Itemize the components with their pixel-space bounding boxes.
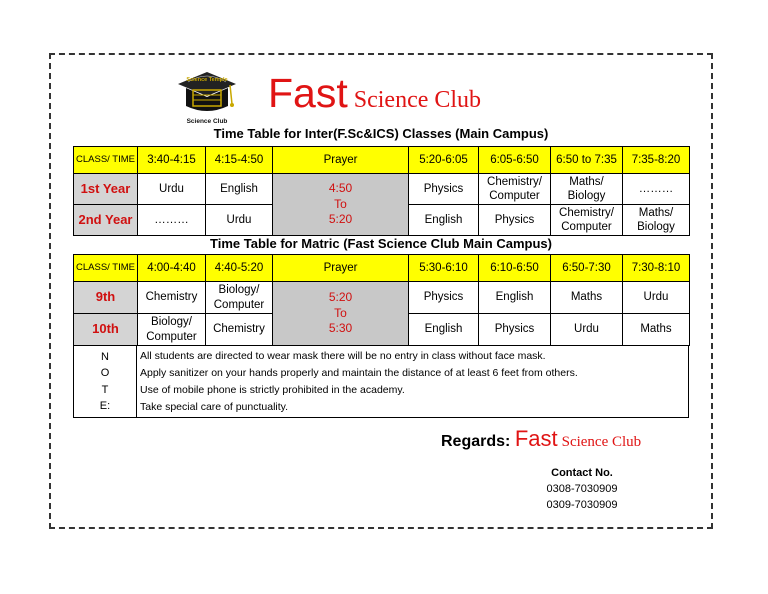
header-cell: CLASS/ TIME <box>74 255 138 282</box>
row-label: 9th <box>74 282 138 314</box>
prayer-to: 5:30 <box>328 321 353 336</box>
inter-caption: Time Table for Inter(F.Sc&ICS) Classes (Main Campus) <box>213 126 549 141</box>
header-cell: 4:40-5:20 <box>206 255 273 282</box>
prayer-from: 5:20 <box>328 290 353 305</box>
brand-name-main: Fast <box>268 70 348 116</box>
table-row <box>74 174 690 205</box>
svg-text:Science Club: Science Club <box>186 118 228 125</box>
science-club-logo <box>174 68 240 126</box>
svg-text:Science Temple: Science Temple <box>186 77 228 83</box>
table-cell: Chemistry/ Computer <box>479 174 551 205</box>
row-label: 10th <box>74 314 138 346</box>
prayer-from: 4:50 <box>328 181 353 196</box>
contact-block <box>520 465 644 513</box>
header-cell: 3:40-4:15 <box>138 147 206 174</box>
brand-name-sub: Science Club <box>353 87 482 113</box>
matric-header-row <box>74 255 690 282</box>
regards <box>441 426 641 452</box>
table-cell: Urdu <box>623 282 690 314</box>
matric-timetable <box>73 254 690 346</box>
table-cell: Urdu <box>138 174 206 205</box>
note-lines <box>137 346 689 418</box>
table-cell: Chemistry <box>138 282 206 314</box>
note-letters: N O T E: <box>74 346 137 418</box>
header-cell: 6:05-6:50 <box>479 147 551 174</box>
table-cell: Biology/ Computer <box>138 314 206 346</box>
table-cell: English <box>409 205 479 236</box>
note-line: Use of mobile phone is strictly prohibited in the academy. <box>140 384 405 396</box>
table-cell: Maths/ Biology <box>623 205 690 236</box>
note-box <box>73 345 689 418</box>
header-cell: 5:30-6:10 <box>409 255 479 282</box>
prayer-cell <box>273 282 409 346</box>
header-cell: Prayer <box>273 147 409 174</box>
header-cell: 7:35-8:20 <box>623 147 690 174</box>
row-label: 2nd Year <box>74 205 138 236</box>
table-cell: Physics <box>479 205 551 236</box>
header-cell: 4:00-4:40 <box>138 255 206 282</box>
regards-name-main: Fast <box>514 426 558 451</box>
row-label: 1st Year <box>74 174 138 205</box>
regards-label: Regards: <box>441 433 511 450</box>
table-cell: Maths <box>623 314 690 346</box>
table-cell: English <box>409 314 479 346</box>
table-cell: Physics <box>409 174 479 205</box>
table-cell: Chemistry/ Computer <box>551 205 623 236</box>
prayer-to-word: To <box>334 305 347 320</box>
table-cell: Urdu <box>206 205 273 236</box>
prayer-to-word: To <box>334 196 347 211</box>
table-cell: English <box>206 174 273 205</box>
inter-header-row <box>74 147 690 174</box>
regards-name-sub: Science Club <box>561 434 642 450</box>
table-cell: ……… <box>138 205 206 236</box>
prayer-to: 5:20 <box>328 212 353 227</box>
table-cell: English <box>479 282 551 314</box>
header-cell: Prayer <box>273 255 409 282</box>
inter-timetable <box>73 146 690 236</box>
note-line: Apply sanitizer on your hands properly and maintain the distance of at least 6 feet from others. <box>140 367 578 379</box>
contact-number: 0309-7030909 <box>546 499 618 511</box>
matric-caption: Time Table for Matric (Fast Science Club Main Campus) <box>210 236 552 251</box>
note-line: All students are directed to wear mask there will be no entry in class without face mask. <box>140 350 546 362</box>
header-cell: 4:15-4:50 <box>206 147 273 174</box>
table-row <box>74 282 690 314</box>
table-cell: Urdu <box>551 314 623 346</box>
header-cell: 5:20-6:05 <box>409 147 479 174</box>
table-cell: Biology/ Computer <box>206 282 273 314</box>
table-cell: Maths <box>551 282 623 314</box>
contact-number: 0308-7030909 <box>546 483 618 495</box>
brand-title <box>268 70 481 118</box>
prayer-cell <box>273 174 409 236</box>
table-cell: Physics <box>409 282 479 314</box>
header-cell: 6:10-6:50 <box>479 255 551 282</box>
header-cell: 6:50-7:30 <box>551 255 623 282</box>
header-cell: 7:30-8:10 <box>623 255 690 282</box>
header-cell: CLASS/ TIME <box>74 147 138 174</box>
table-cell: Physics <box>479 314 551 346</box>
table-cell: Maths/ Biology <box>551 174 623 205</box>
note-line: Take special care of punctuality. <box>140 401 289 413</box>
contact-title: Contact No. <box>551 467 613 479</box>
table-cell: ……… <box>623 174 690 205</box>
header-cell: 6:50 to 7:35 <box>551 147 623 174</box>
table-cell: Chemistry <box>206 314 273 346</box>
